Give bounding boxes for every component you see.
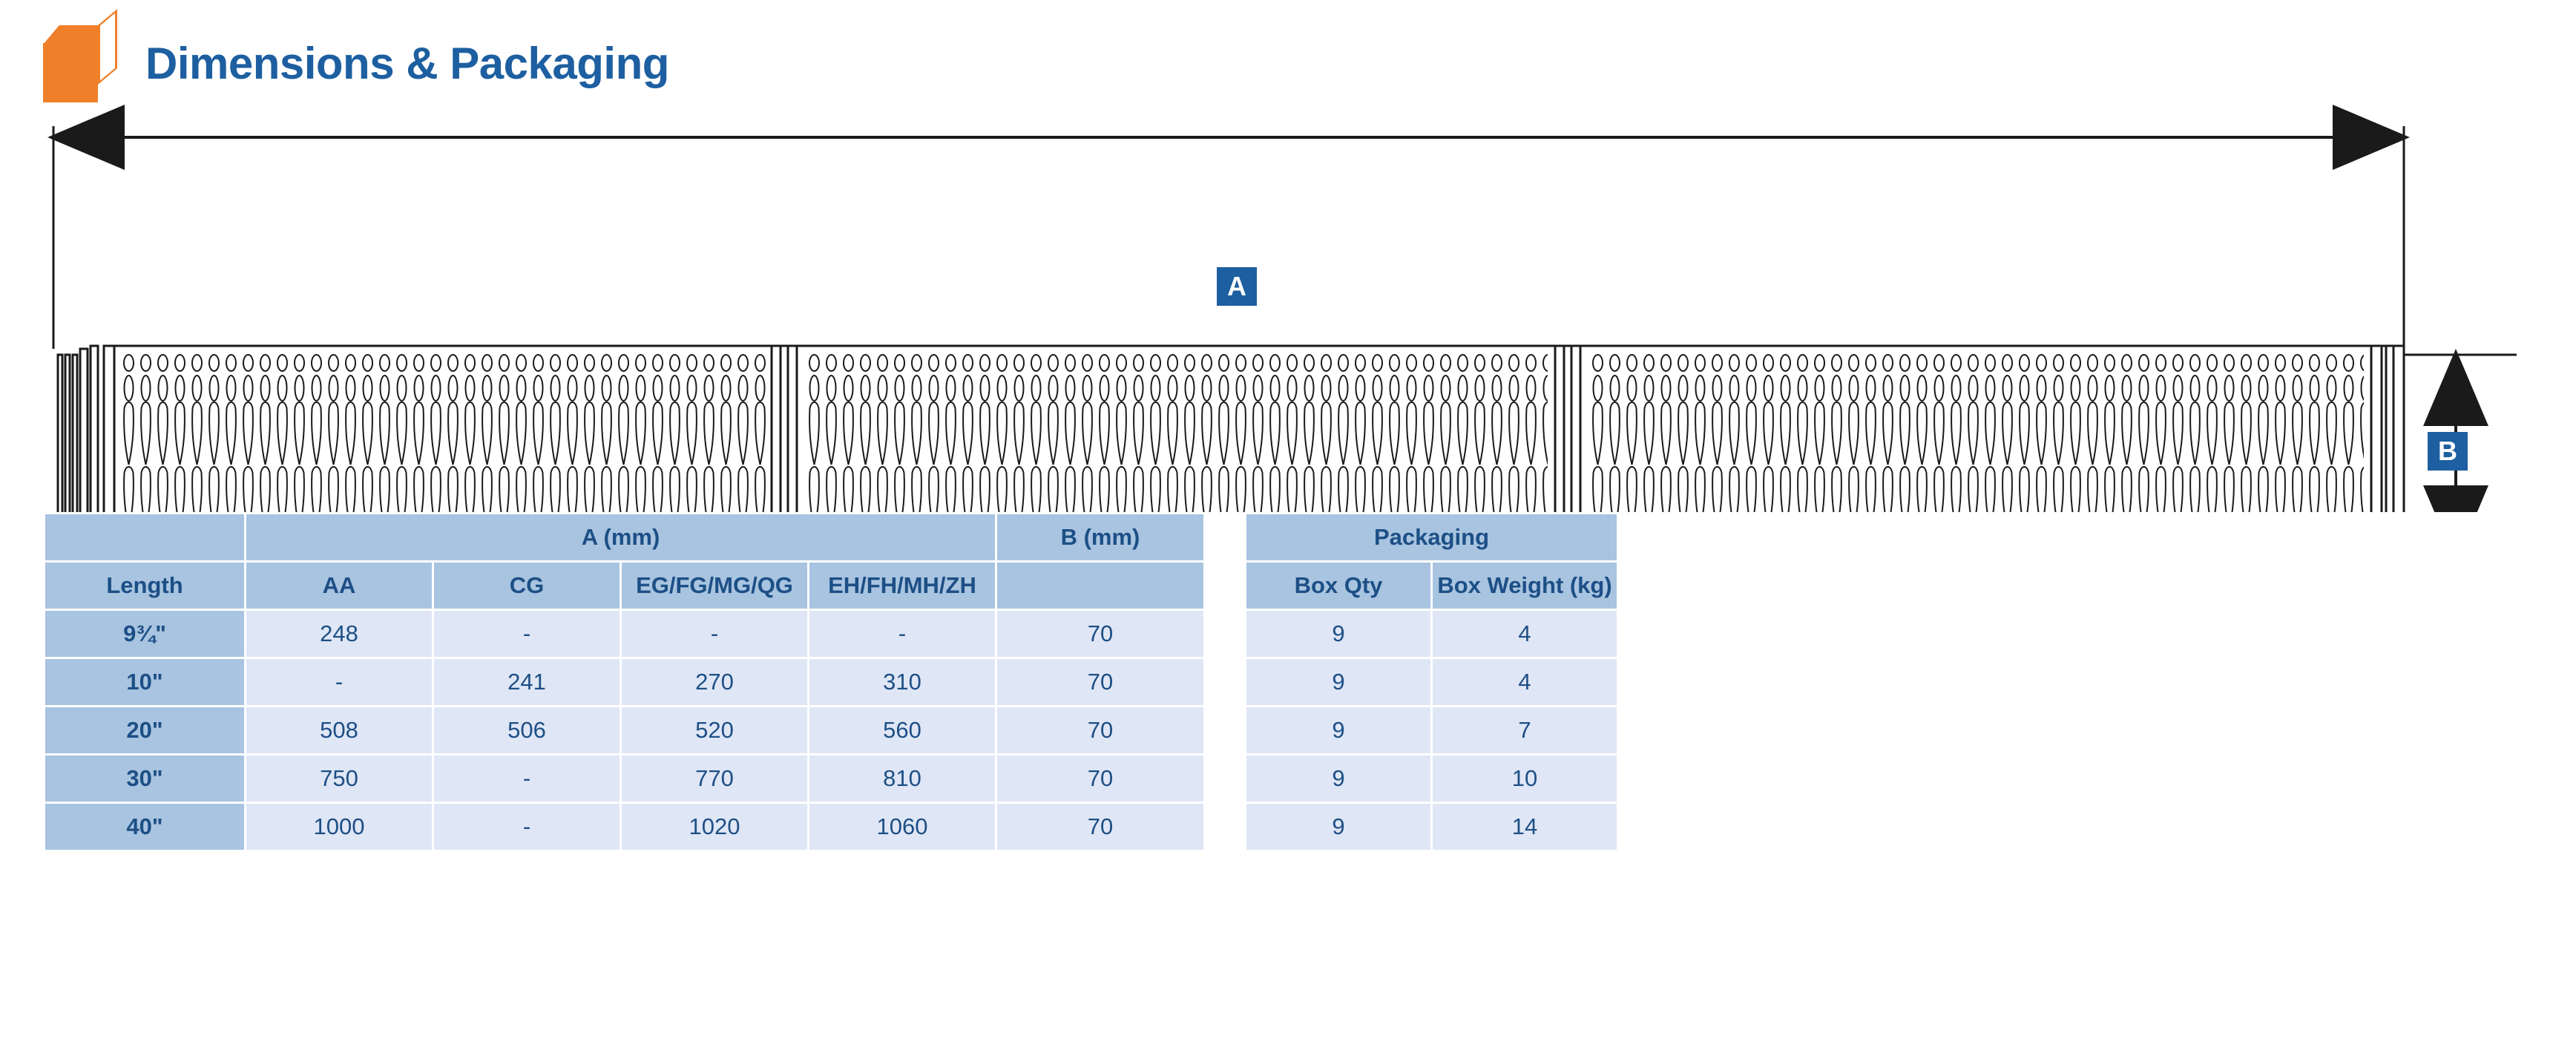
cell-b: 70 bbox=[997, 804, 1203, 850]
row-label-length: 10" bbox=[45, 659, 244, 705]
cell-cg: - bbox=[434, 756, 620, 802]
cell-box-qty: 9 bbox=[1246, 804, 1430, 850]
cell-box-qty: 9 bbox=[1246, 707, 1430, 753]
cell-ehfhmhzh: 810 bbox=[809, 756, 995, 802]
cell-box-weight: 7 bbox=[1433, 707, 1617, 753]
table-row bbox=[1246, 611, 1617, 657]
row-label-length: 40" bbox=[45, 804, 244, 850]
packaging-table bbox=[1244, 512, 1619, 852]
cell-b: 70 bbox=[997, 611, 1203, 657]
column-header-length: Length bbox=[45, 563, 244, 609]
cell-box-weight: 10 bbox=[1433, 756, 1617, 802]
column-header-ehfhmhzh: EH/FH/MH/ZH bbox=[809, 563, 995, 609]
cell-cg: 506 bbox=[434, 707, 620, 753]
row-label-length: 20" bbox=[45, 707, 244, 753]
tables-container bbox=[43, 512, 1619, 852]
page-title: Dimensions & Packaging bbox=[145, 38, 669, 88]
dimension-header-a-group: A (mm) bbox=[246, 514, 995, 560]
hose-drawing bbox=[0, 96, 2576, 512]
dimension-header-blank bbox=[45, 514, 244, 560]
cell-box-qty: 9 bbox=[1246, 659, 1430, 705]
cell-ehfhmhzh: - bbox=[809, 611, 995, 657]
product-diagram bbox=[0, 96, 2576, 512]
cell-egfgmgqg: 770 bbox=[622, 756, 807, 802]
dimension-label-b: B bbox=[2428, 432, 2468, 471]
cell-ehfhmhzh: 310 bbox=[809, 659, 995, 705]
cell-aa: 248 bbox=[246, 611, 432, 657]
column-header-b-blank bbox=[997, 563, 1203, 609]
page-header bbox=[0, 0, 2576, 96]
cell-egfgmgqg: - bbox=[622, 611, 807, 657]
cell-egfgmgqg: 270 bbox=[622, 659, 807, 705]
cell-ehfhmhzh: 560 bbox=[809, 707, 995, 753]
table-header-group-row bbox=[45, 514, 1203, 560]
column-header-box-weight: Box Weight (kg) bbox=[1433, 563, 1617, 609]
table-row bbox=[45, 611, 1203, 657]
cell-box-qty: 9 bbox=[1246, 756, 1430, 802]
cell-b: 70 bbox=[997, 659, 1203, 705]
cell-box-qty: 9 bbox=[1246, 611, 1430, 657]
cell-cg: - bbox=[434, 804, 620, 850]
cell-egfgmgqg: 520 bbox=[622, 707, 807, 753]
cell-egfgmgqg: 1020 bbox=[622, 804, 807, 850]
cell-aa: - bbox=[246, 659, 432, 705]
cell-aa: 750 bbox=[246, 756, 432, 802]
table-row bbox=[45, 756, 1203, 802]
table-header-sub-row bbox=[45, 563, 1203, 609]
table-row bbox=[1246, 756, 1617, 802]
column-header-cg: CG bbox=[434, 563, 620, 609]
row-label-length: 9¾" bbox=[45, 611, 244, 657]
cell-ehfhmhzh: 1060 bbox=[809, 804, 995, 850]
dimension-header-b-group: B (mm) bbox=[997, 514, 1203, 560]
cell-b: 70 bbox=[997, 756, 1203, 802]
dimension-label-a: A bbox=[1217, 267, 1257, 306]
cell-box-weight: 4 bbox=[1433, 611, 1617, 657]
cell-b: 70 bbox=[997, 707, 1203, 753]
column-header-egfgmgqg: EG/FG/MG/QG bbox=[622, 563, 807, 609]
table-row bbox=[1246, 659, 1617, 705]
cell-aa: 508 bbox=[246, 707, 432, 753]
cell-cg: 241 bbox=[434, 659, 620, 705]
dimension-table bbox=[43, 512, 1206, 852]
row-label-length: 30" bbox=[45, 756, 244, 802]
cell-cg: - bbox=[434, 611, 620, 657]
column-header-aa: AA bbox=[246, 563, 432, 609]
packaging-header-group: Packaging bbox=[1246, 514, 1617, 560]
packaging-header-group-row bbox=[1246, 514, 1617, 560]
table-row bbox=[45, 804, 1203, 850]
table-row bbox=[45, 659, 1203, 705]
cell-box-weight: 4 bbox=[1433, 659, 1617, 705]
packaging-header-sub-row bbox=[1246, 563, 1617, 609]
table-row bbox=[1246, 804, 1617, 850]
table-row bbox=[45, 707, 1203, 753]
cell-aa: 1000 bbox=[246, 804, 432, 850]
column-header-box-qty: Box Qty bbox=[1246, 563, 1430, 609]
cell-box-weight: 14 bbox=[1433, 804, 1617, 850]
table-row bbox=[1246, 707, 1617, 753]
